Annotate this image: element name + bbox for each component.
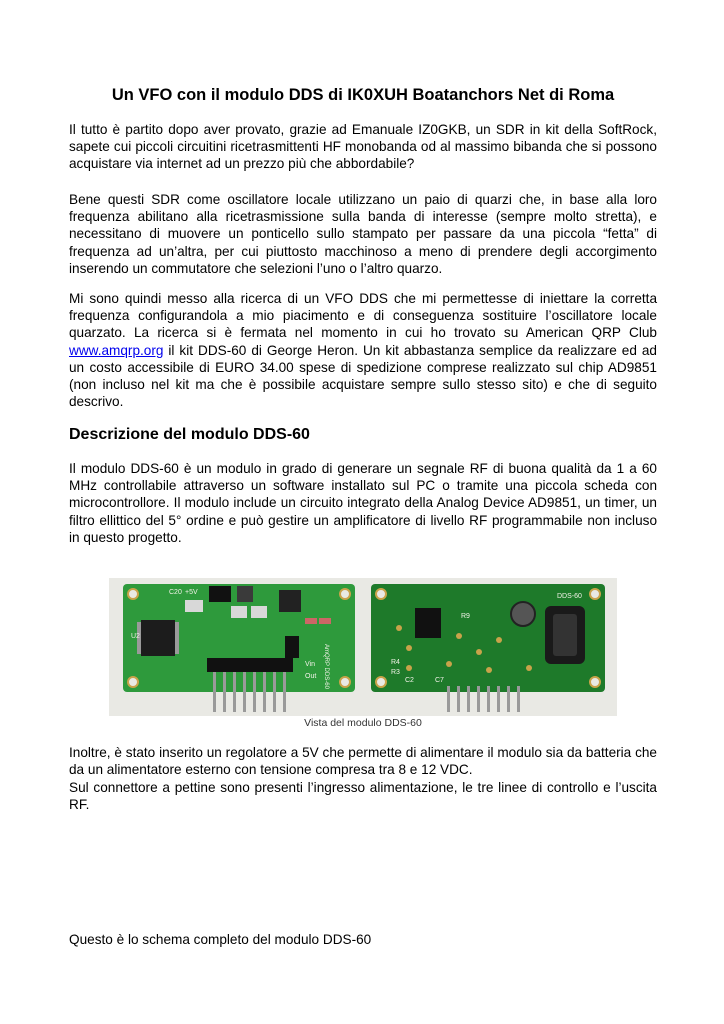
mount-hole-right-br: [590, 677, 600, 687]
chip-pins-right: [175, 622, 179, 654]
mount-hole-left-bl: [128, 677, 138, 687]
module-photo: [109, 578, 617, 716]
silk-c20: C20: [169, 589, 182, 596]
mount-hole-right-tr: [590, 589, 600, 599]
regulator-ic: [415, 608, 441, 638]
document-title: Un VFO con il modulo DDS di IK0XUH Boatanchors Net di Roma: [111, 86, 615, 104]
resistor-1: [305, 618, 317, 624]
paragraph-connector: Sul connettore a pettine sono presenti l’ingresso alimentazione, le tre linee di controllo e l’uscita RF.: [69, 780, 657, 813]
section-heading-dds60: Descrizione del modulo DDS-60: [69, 426, 310, 443]
silk-r4: R4: [391, 659, 400, 666]
dds-chip-center: [553, 614, 577, 656]
inductor-1: [237, 586, 253, 602]
paragraph-regulator: Inoltre, è stato inserito un regolatore a 5V che permette di alimentare il modulo sia da batteria che da un alimentatore esterno con tensione compresa tra 8 e 12 VDC.: [69, 745, 657, 778]
electrolytic-capacitor: [511, 602, 535, 626]
paragraph-vfo-search-text-before: Mi sono quindi messo alla ricerca di un VFO DDS che mi permettesse di iniettare la corretta frequenza configurandola a mio piacimento e di conseguenza sostituire l’oscillatore locale quarzato. La ricerca si è fermata nel momento in cui ho trovato su American QRP Club: [69, 291, 657, 341]
silk-r9: R9: [461, 613, 470, 620]
resistor-2: [319, 618, 331, 624]
silk-dds60: DDS-60: [557, 593, 582, 600]
mount-hole-left-tl: [128, 589, 138, 599]
silk-c7: C7: [435, 677, 444, 684]
paragraph-schematic: Questo è lo schema completo del modulo DDS-60: [69, 932, 372, 947]
silk-amqrp: AmQRP DDS-60: [323, 644, 329, 689]
timer-ic: [285, 636, 299, 658]
paragraph-vfo-search: [69, 290, 657, 410]
smd-part-3: [251, 606, 267, 618]
silk-u2: U2: [131, 633, 140, 640]
smd-part-2: [231, 606, 247, 618]
amqrp-link[interactable]: www.amqrp.org: [69, 342, 164, 358]
paragraph-sdr-quartz: Bene questi SDR come oscillatore locale utilizzano un paio di quarzi che, in base alla loro frequenza abilitano alla ricetrasmissione sulla banda di interesse (sempre molto stretta), e necessitano di muovere un ponticello sullo stampato per passare da una piccola “fetta” di frequenza ad un’altra, per cui piuttosto macchinoso a meno di prendere degli accorgimento inserendo un commutatore che selezioni l’uno o l’altro quarzo.: [69, 192, 657, 276]
crystal-oscillator: [209, 586, 231, 602]
smd-part-1: [185, 600, 203, 612]
paragraph-vfo-search-text-after: il kit DDS-60 di George Heron. Un kit abbastanza semplice da realizzare ed ad un costo accessibile di EURO 34.00 spese di spedizione comprese realizzato sul chip AD9851 (non incluso nel kit ma che è possibile acquistare sempre sullo stesso sito) e che di seguito descrivo.: [69, 342, 657, 410]
silk-c2: C2: [405, 677, 414, 684]
figure-caption: Vista del modulo DDS-60: [304, 717, 422, 729]
ad9851-chip: [141, 620, 175, 656]
dds60-board-illustration: [109, 578, 617, 716]
silk-out: Out: [305, 673, 317, 680]
paragraph-module-description: Il modulo DDS-60 è un modulo in grado di generare un segnale RF di buona qualità da 1 a 60 MHz controllabile attraverso un software installato sul PC o tramite una piccola scheda con microcontrollore. Il modulo include un circuito integrato della Analog Device AD9851, un timer, un filtro ellittico del 5° ordine e può gestire un amplificatore di livello RF programmabile non incluso in questo progetto.: [69, 461, 657, 545]
filter-ic: [279, 590, 301, 612]
paragraph-intro: Il tutto è partito dopo aver provato, grazie ad Emanuale IZ0GKB, un SDR in kit della SoftRock, sapete cui piccoli circuitini ricetrasmittenti HF monobanda od al massimo bibanda che si possono acquistare via internet ad un prezzo più che abbordabile?: [69, 122, 657, 172]
mount-hole-left-br: [340, 677, 350, 687]
silk-vin: Vin: [305, 661, 315, 668]
mount-hole-right-tl: [376, 589, 386, 599]
mount-hole-left-tr: [340, 589, 350, 599]
silk-plus5v: +5V: [185, 589, 198, 596]
mount-hole-right-bl: [376, 677, 386, 687]
silk-r3: R3: [391, 669, 400, 676]
pin-header: [207, 658, 293, 672]
